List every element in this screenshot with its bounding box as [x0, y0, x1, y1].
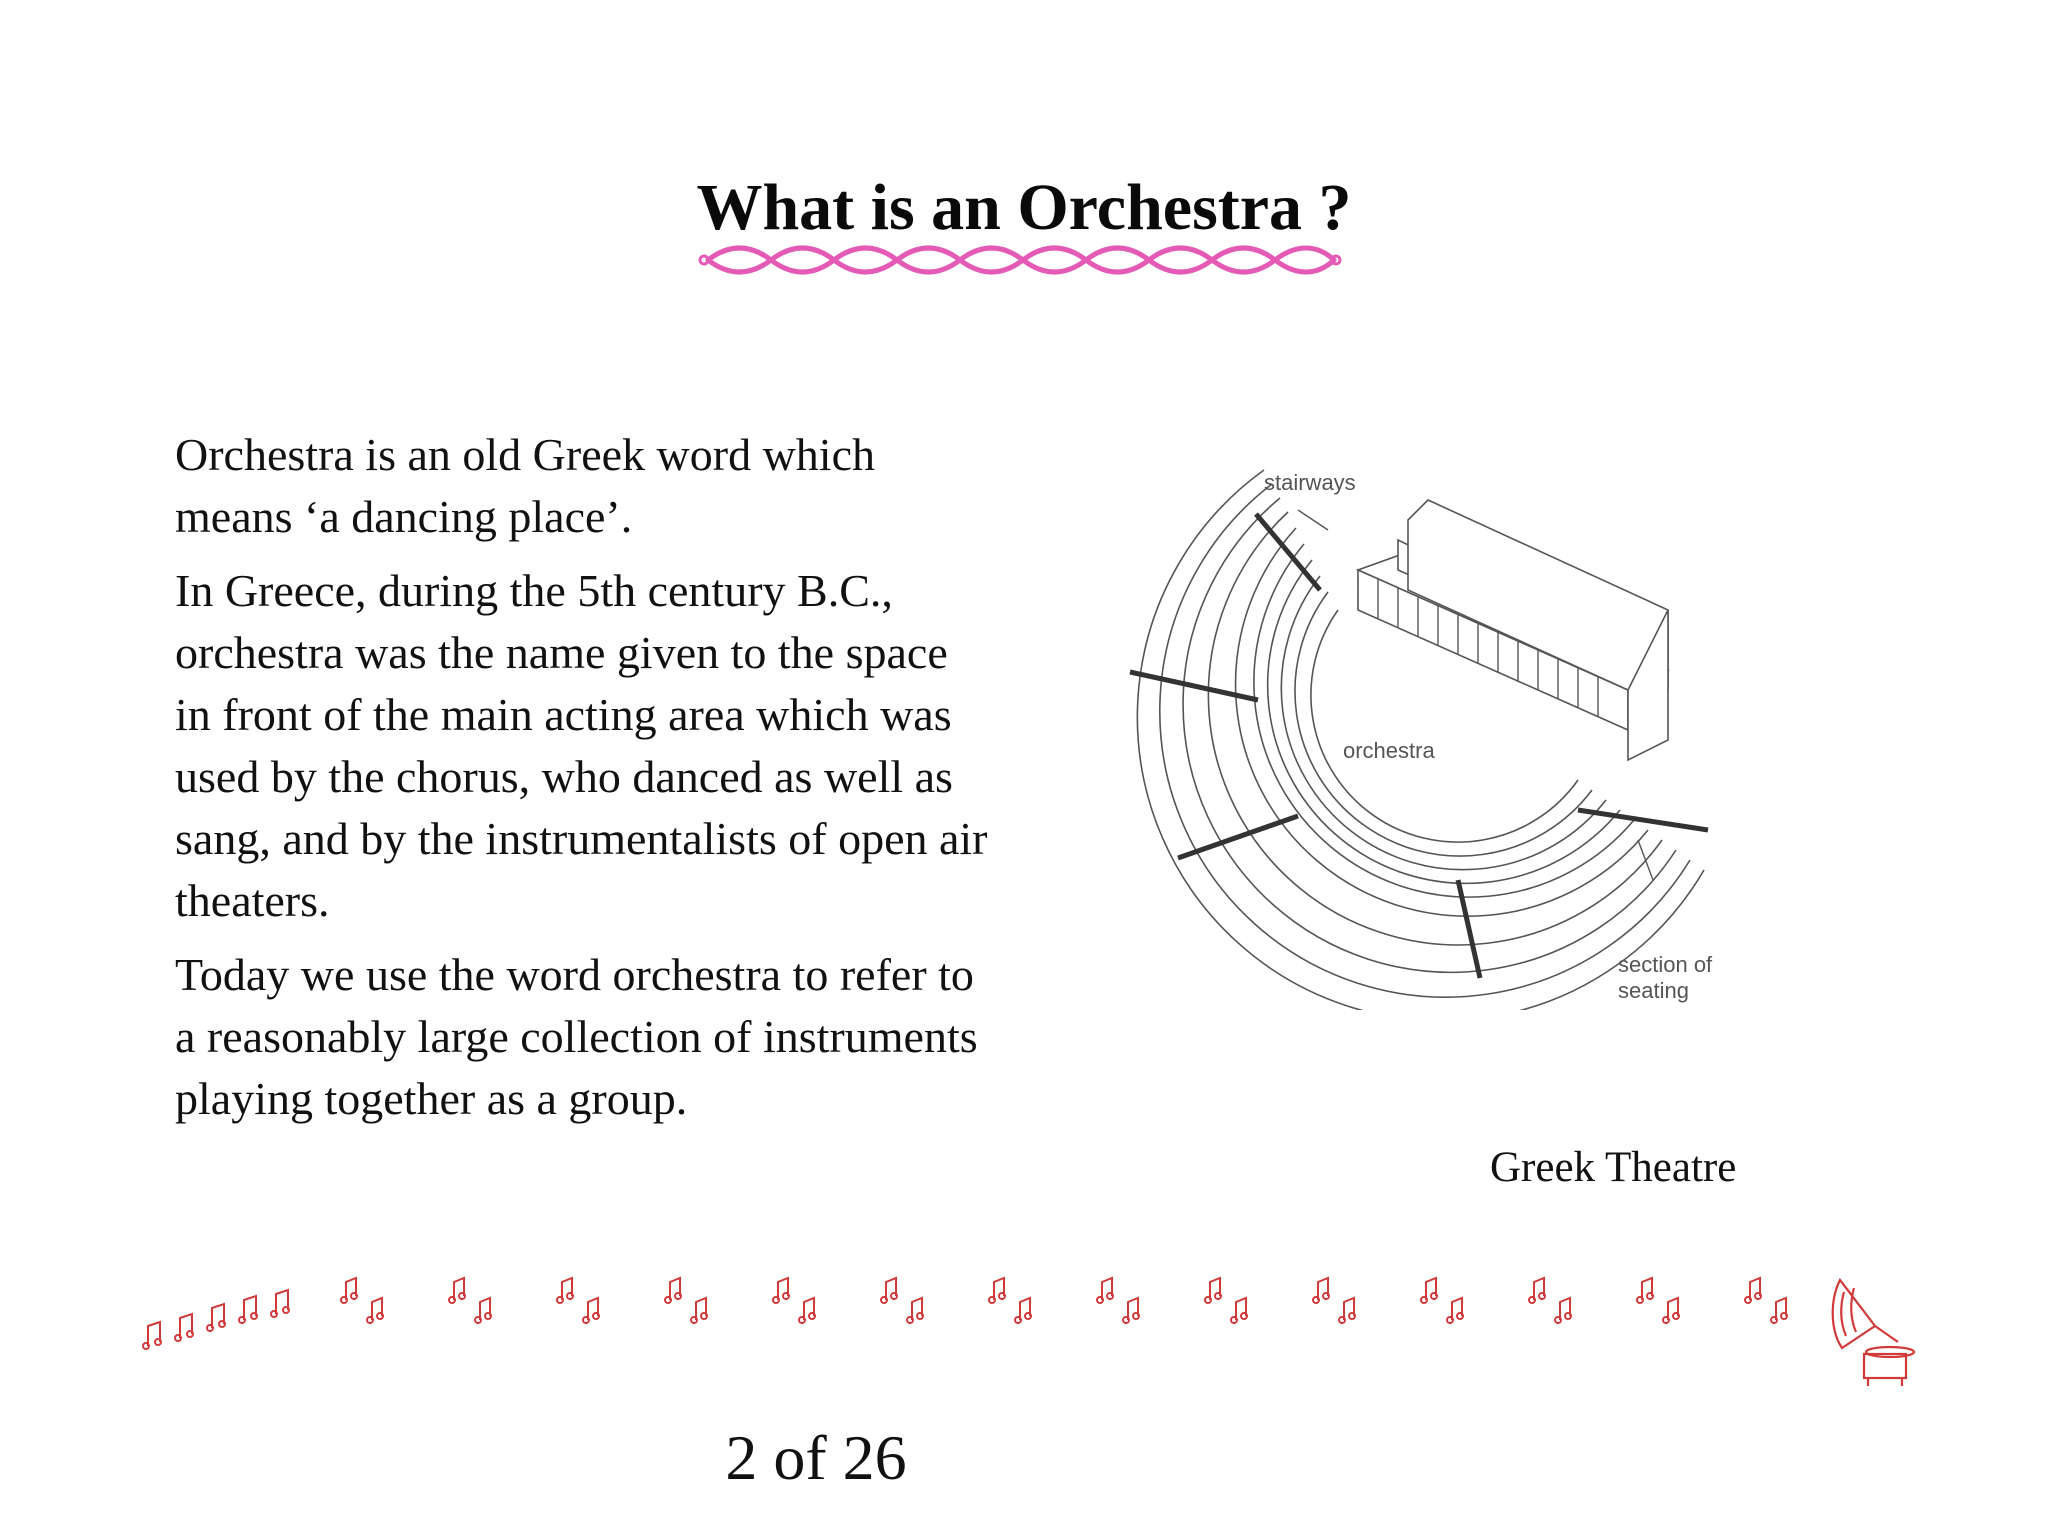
label-orchestra: orchestra — [1343, 738, 1435, 763]
paragraph-today: Today we use the word orchestra to refer to a reasonably large collection of instruments playing together as a group. — [175, 949, 978, 1124]
label-section-line1: section of — [1618, 952, 1713, 977]
slide-title: What is an Orchestra ? — [696, 171, 1352, 244]
paragraph-definition: Orchestra is an old Greek word which means ‘a dancing place’. — [175, 429, 875, 542]
page-number: 2 of 26 — [725, 1422, 907, 1493]
body-text — [175, 424, 995, 1142]
music-notes-icon — [143, 1278, 1787, 1349]
label-section-line2: seating — [1618, 978, 1689, 1003]
paragraph-history: In Greece, during the 5th century B.C., orchestra was the name given to the space in front of the main acting area which was used by the chorus, who danced as well as sang, and by the instrumentalists of open air theaters. — [175, 565, 988, 926]
gramophone-icon — [1833, 1280, 1914, 1386]
music-notes-border — [140, 1270, 1940, 1390]
title-ornament — [698, 240, 1342, 280]
figure-caption: Greek Theatre — [1490, 1144, 1737, 1191]
greek-theatre-diagram — [1108, 460, 1768, 1010]
label-stairways: stairways — [1264, 470, 1356, 495]
